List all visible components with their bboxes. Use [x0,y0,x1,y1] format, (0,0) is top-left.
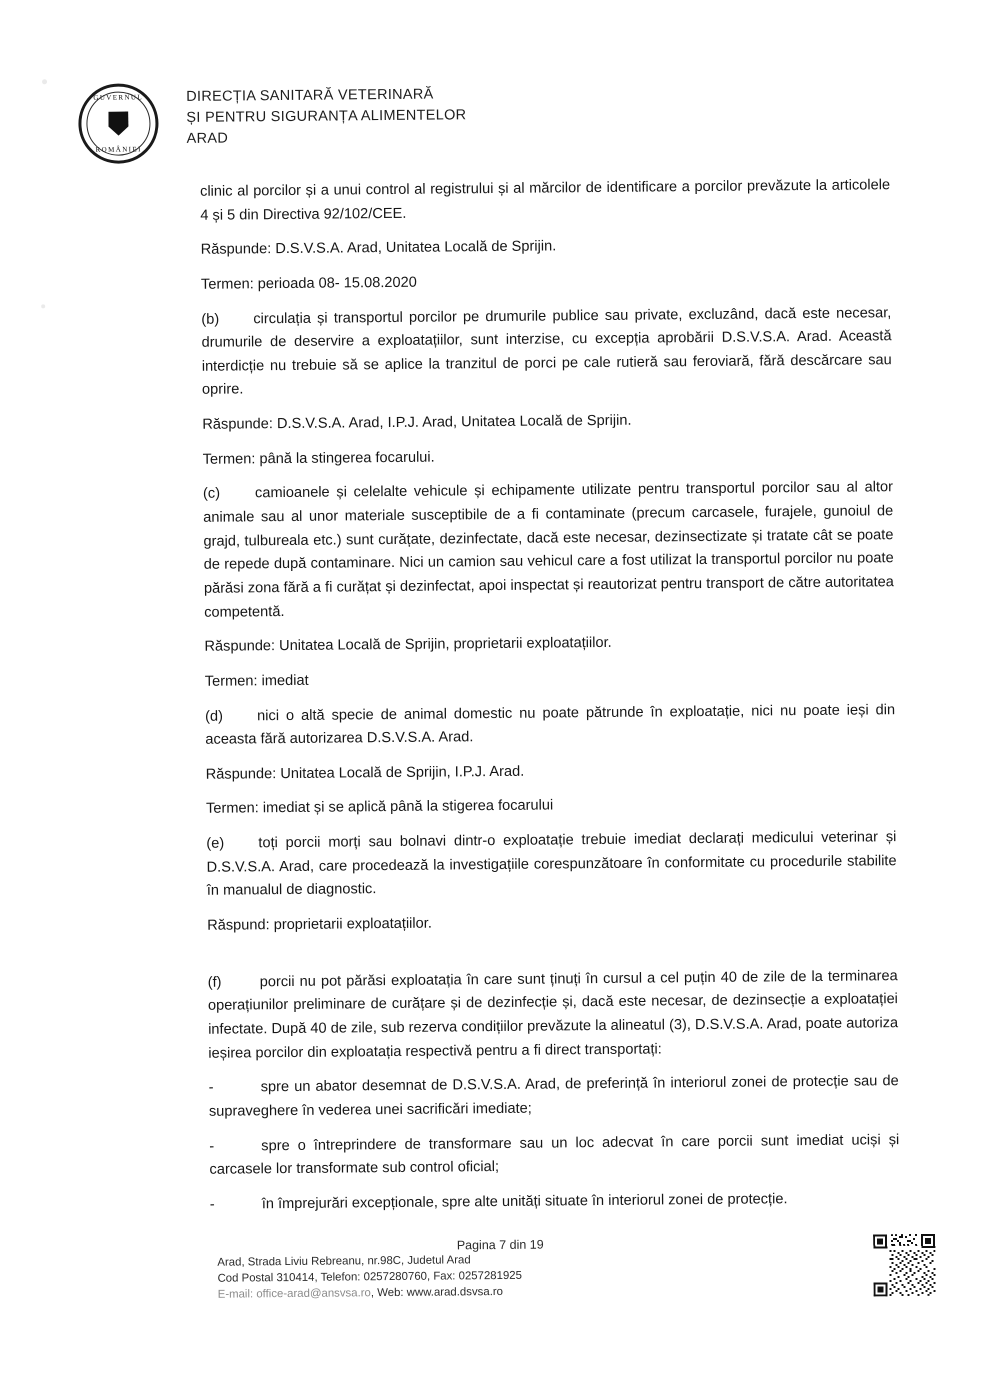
bullet-marker-3: - [209,1196,215,1213]
bullet-text-3: în împrejurări excepționale, spre alte unități situate în interiorul zonei de protecție. [261,1190,788,1213]
clause-c-label: (c) [202,486,221,503]
clause-f-text: porcii nu pot părăsi exploatația în care sunt ținuți în cursul a cel puțin 40 de zile de la terminarea operațiunilor preliminare de curățare și de dezinfecție și, dacă este necesar, de dezinsecție a exploatației infectate. După 40 de zile, sub rezerva condițiilor prevăzute la alineatul (3), D.S.V.S.A. Arad, poate autoriza ieșirea porcilor din exploatația respectivă pentru a fi direct transportați: [207,967,899,1062]
org-line-1: DIRECȚIA SANITARĂ VETERINARĂ [186,86,434,105]
qr-code-icon [873,1234,936,1297]
deadline-line-1: Termen: perioada 08- 15.08.2020 [200,274,417,293]
bullet-item-2 [209,1129,899,1183]
bullet-text-2: spre o întreprindere de transformare sau un loc adecvat în care porcii sunt imediat uciși și carcasele lor transformate sub control oficial; [209,1131,900,1178]
bullet-marker-1: - [208,1079,214,1096]
document-header [78,74,899,164]
clause-b-text: circulația și transportul porcilor pe drumurile publice sau private, excluzând, dacă este necesar, drumurile de deservire a exploatațiilor, sunt interzise, cu excepția aprobării D.S.V.S.A. Arad. Această interdicție nu trebuie să se aplice la tranzitul de porci pe cale rutieră sau feroviară, fără descărcare sau oprire. [201,304,892,399]
footer-address: Arad, Strada Liviu Rebreanu, nr.98C, Judetul Arad [217,1254,471,1269]
clause-b [201,302,892,403]
scan-artifact [41,304,45,308]
bullet-item-3 [210,1187,900,1217]
clause-d [205,699,895,753]
seal-text-bottom: ROMÂNIEI [95,145,142,154]
clause-c-text: camioanele și celelalte vehicule și echipamente utilizate pentru transportul porcilor sau al altor animale sau al unor materiale susceptibile de a fi contaminate (precum carcasele, furajele, gunoiul de grajd, tulbureala etc.) sunt curățate, dezinfectate, dacă este necesar, dezinsectizate și tratate cât se poate de repede după contaminare. Nici un camion sau vehicul care a fost utilizat la transportul porcilor nu poate părăsi zona fără a fi curățat și dezinfectat, apoi inspectat și reautorizat pentru transport de către autoritatea competentă. [203,479,894,621]
responsible-line-1: Răspunde: D.S.V.S.A. Arad, Unitatea Locală de Sprijin. [200,238,557,259]
paragraph-continued: clinic al porcilor și a unui control al registrului și al mărcilor de identificare a porcilor prevăzute la articolele 4 și 5 din Directiva 92/102/CEE. [200,177,891,224]
clause-e-text: toți porcii morți sau bolnavi dintr-o exploatație trebuie imediat declarați medicului veterinar și D.S.V.S.A. Arad, care procedează la investigațiile corespunzătoare în conformitate cu procedurile stabilite în manualul de diagnostic. [206,829,897,900]
deadline-line-3: Termen: imediat [204,672,309,690]
seal-shield-icon [108,111,128,135]
deadline-line-4: Termen: imediat și se aplică până la stigerea focarului [205,797,554,818]
responsible-line-2: Răspunde: D.S.V.S.A. Arad, I.P.J. Arad, Unitatea Locală de Sprijin. [202,412,632,433]
footer-web-label: , Web: [370,1287,407,1300]
document-body [200,174,900,1228]
org-line-2: ȘI PENTRU SIGURANȚA ALIMENTELOR [186,107,467,126]
clause-e [206,826,897,904]
clause-b-label: (b) [201,311,220,328]
bullet-text-1: spre un abator desemnat de D.S.V.S.A. Arad, de preferință în interiorul zonei de protecție sau de supraveghere în vederea unei sacrificări imediate; [208,1073,899,1120]
seal-text-top: GUVERNUL [93,93,144,102]
clause-e-label: (e) [206,835,225,852]
responsible-line-3: Răspunde: Unitatea Locală de Sprijin, proprietarii exploatațiilor. [204,635,612,656]
clause-f [208,965,899,1066]
page-number: Pagina 7 din 19 [456,1237,544,1253]
responsible-line-4: Răspunde: Unitatea Locală de Sprijin, I.P.J. Arad. [205,763,525,783]
romanian-government-seal-icon [78,83,159,164]
bullet-item-1 [209,1070,899,1124]
responsible-line-5: Răspund: proprietarii exploatațiilor. [207,915,432,934]
footer-email-label: E-mail: [217,1288,257,1302]
document-footer [217,1250,737,1304]
scan-artifact [42,79,47,84]
clause-d-label: (d) [205,708,224,725]
clause-d-text: nici o altă specie de animal domestic nu poate pătrunde în exploatație, nici nu poate ieși din aceasta fără autorizarea D.S.V.S.A. Arad. [205,701,896,748]
org-line-3: ARAD [186,130,229,147]
clause-c [203,477,894,625]
footer-email: office-arad@ansvsa.ro [256,1287,371,1301]
clause-f-label: (f) [207,974,222,991]
bullet-marker-2: - [209,1138,215,1155]
footer-postal-phone: Cod Postal 310414, Telefon: 0257280760, Fax: 0257281925 [217,1269,523,1285]
footer-web-link: www.arad.dsvsa.ro [406,1286,504,1300]
deadline-line-2: Termen: până la stingerea focarului. [202,449,435,468]
organization-block [186,78,467,150]
